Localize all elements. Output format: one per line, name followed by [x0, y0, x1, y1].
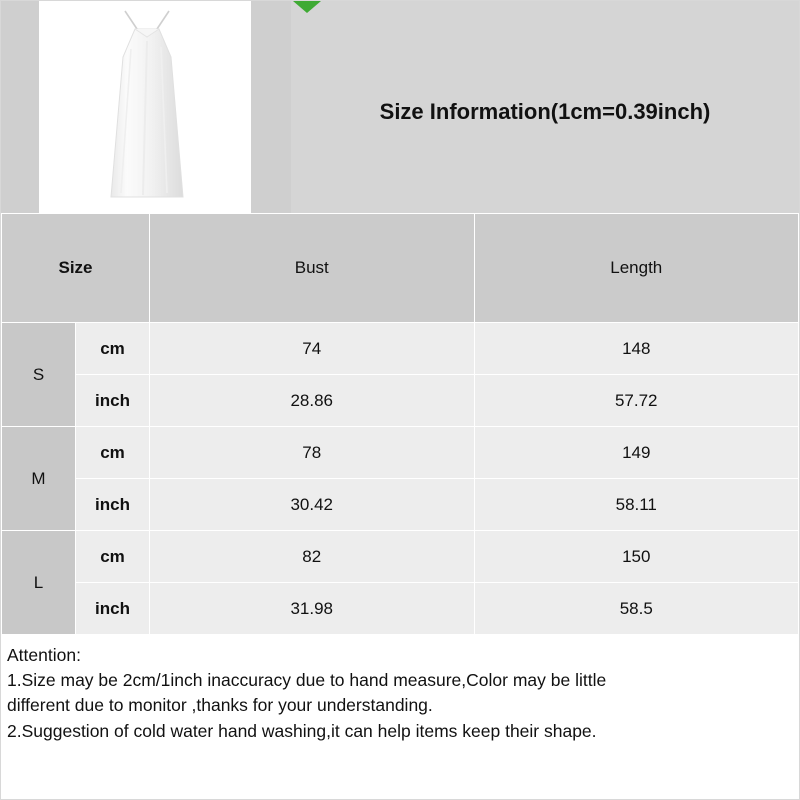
size-info-header — [291, 1, 799, 213]
table-row — [2, 531, 799, 583]
attention-line-1b: different due to monitor ,thanks for your understanding. — [7, 695, 433, 716]
bust-m-inch: 30.42 — [150, 479, 475, 531]
unit-label-m-cm: cm — [76, 427, 150, 479]
table-row — [2, 375, 799, 427]
header-cell-size: Size — [2, 214, 150, 323]
table-header-row — [2, 214, 799, 323]
attention-heading: Attention: — [7, 645, 81, 665]
unit-label-s-cm: cm — [76, 323, 150, 375]
length-s-inch: 57.72 — [474, 375, 799, 427]
length-l-inch: 58.5 — [474, 583, 799, 635]
size-label-l: L — [2, 531, 76, 635]
attention-block — [1, 635, 799, 744]
length-m-cm: 149 — [474, 427, 799, 479]
header-area — [1, 1, 799, 213]
header-cell-bust: Bust — [150, 214, 475, 323]
table-row — [2, 583, 799, 635]
bust-l-cm: 82 — [150, 531, 475, 583]
size-info-title: Size Information(1cm=0.39inch) — [379, 99, 711, 124]
size-label-s: S — [2, 323, 76, 427]
attention-line-1a: 1.Size may be 2cm/1inch inaccuracy due to hand measure,Color may be little — [7, 670, 607, 691]
bust-l-inch: 31.98 — [150, 583, 475, 635]
length-s-cm: 148 — [474, 323, 799, 375]
size-table — [1, 213, 799, 635]
attention-line-2: 2.Suggestion of cold water hand washing,it can help items keep their shape. — [7, 720, 597, 741]
size-label-m: M — [2, 427, 76, 531]
length-l-cm: 150 — [474, 531, 799, 583]
table-row — [2, 323, 799, 375]
dress-illustration — [91, 7, 203, 203]
length-m-inch: 58.11 — [474, 479, 799, 531]
unit-label-m-inch: inch — [76, 479, 150, 531]
bust-s-inch: 28.86 — [150, 375, 475, 427]
table-row — [2, 479, 799, 531]
unit-label-l-inch: inch — [76, 583, 150, 635]
unit-label-s-inch: inch — [76, 375, 150, 427]
product-photo-panel — [1, 1, 291, 213]
table-row — [2, 427, 799, 479]
green-check-mark-icon — [293, 1, 323, 15]
bust-m-cm: 78 — [150, 427, 475, 479]
header-cell-length: Length — [474, 214, 799, 323]
bust-s-cm: 74 — [150, 323, 475, 375]
unit-label-l-cm: cm — [76, 531, 150, 583]
